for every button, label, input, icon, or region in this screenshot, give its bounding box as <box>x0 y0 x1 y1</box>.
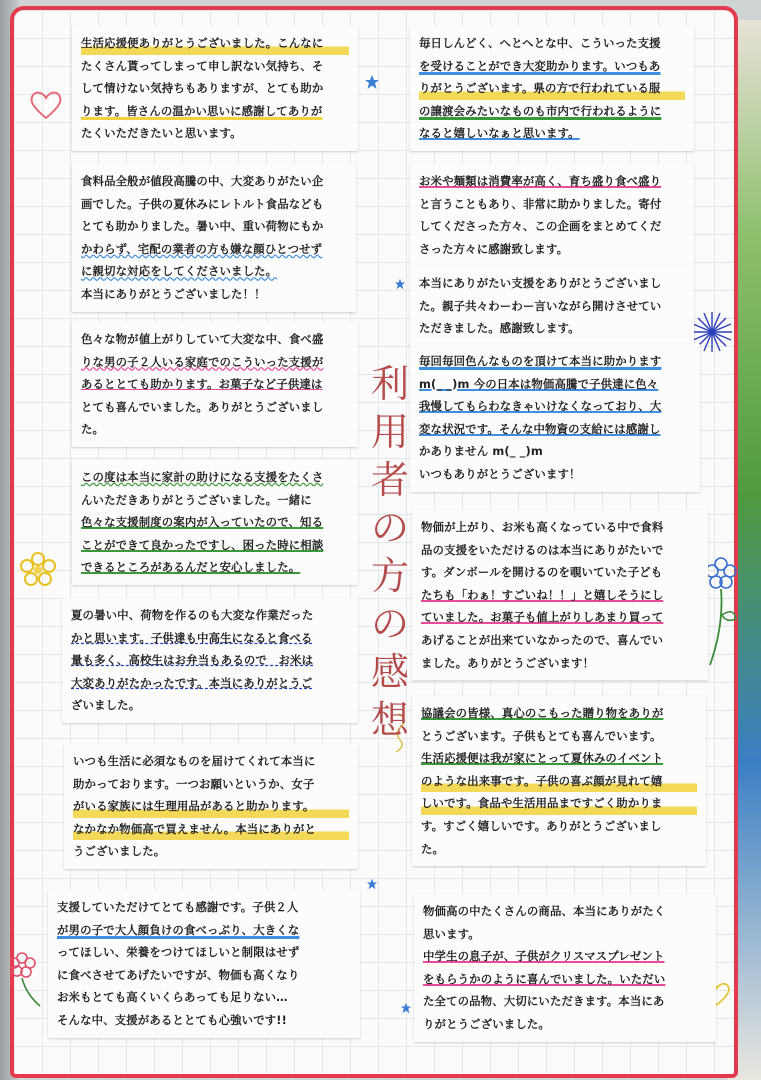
comment-line: とても助かりました。暑い中、重い荷物にもか <box>81 219 324 234</box>
comment-line: ってほしい、栄養をつけてほしいと制限はせず <box>57 945 300 960</box>
comment-line: して情けない気持ちもありますが、とても助か <box>81 81 324 96</box>
comment-line: しいです。食品や生活用品まですごく助かりま <box>421 792 697 815</box>
comment-line: 物価が上がり、お米も高くなっている中で食料 <box>421 520 664 534</box>
comment-line: す。すごく嬉しいです。ありがとうございまし <box>421 818 662 833</box>
comment-line: ました。ありがとうございます！ <box>421 655 595 670</box>
comment-line: んいただきありがとうございました。一緒に <box>81 492 312 507</box>
comment-card <box>412 510 708 680</box>
comment-line: 生活応援便は我が家にとって夏休みのイベント <box>421 751 664 766</box>
comment-line: かわらず、宅配の業者の方も嫌な顔ひとつせず <box>81 241 323 256</box>
comment-card <box>72 164 356 312</box>
poster-title <box>370 360 410 744</box>
comment-line: お米や麺類は消費率が高く、育ち盛り食べ盛り <box>419 174 662 188</box>
title-char: 方 <box>370 554 409 598</box>
comment-line: ていました。お菓子も値上がりしあまり買って <box>421 610 664 625</box>
comment-line: 変な状況です。そんな中物資の支給には感謝し <box>419 421 661 436</box>
comment-line: を受けることができ大変助かります。いつもあ <box>419 58 661 73</box>
comment-line: 支援していただけてとても感謝です。子供２人 <box>57 900 299 914</box>
comment-card <box>410 26 694 151</box>
title-char: 利 <box>370 362 409 406</box>
comment-line: とても喜んでいました。ありがとうございまし <box>81 399 324 414</box>
comment-line: 協議会の皆様、真心のこもった贈り物をありが <box>421 706 664 720</box>
comment-line: りがとうございました。 <box>423 1016 550 1031</box>
comment-line: m(_ _)m 今の日本は物価高騰で子供達に色々 <box>419 376 659 391</box>
comment-line: 毎回毎回色んなものを頂けて本当に助かります <box>419 354 662 368</box>
comment-line: りな男の子２人いる家庭でのこういった支援が <box>81 354 324 369</box>
comment-line: たくいただきたいと思います。 <box>81 126 242 141</box>
title-char: の <box>370 506 409 550</box>
poster-board <box>10 6 738 1078</box>
comment-line: とうございます。子供もとても喜んでいます。 <box>421 728 662 743</box>
blue-flower-doodle-icon <box>704 555 738 675</box>
heart-doodle-icon <box>28 88 64 122</box>
comment-line: さった方々に感謝致します。 <box>419 241 569 256</box>
comment-line: がいる家族には生理用品があると助かります。 <box>73 795 349 818</box>
comment-line: たくさん貰ってしまって申し訳ない気持ち、そ <box>81 58 324 73</box>
comment-line: この度は本当に家計の助けになる支援をたくさ <box>81 470 324 484</box>
star-doodle-icon <box>394 278 406 290</box>
comment-card <box>414 894 716 1042</box>
comment-line: あげることが出来ていなかったので、喜んでい <box>421 632 664 647</box>
comment-line: が男の子で大人顔負けの食べっぷり、大きくな <box>57 922 300 937</box>
comment-line: 夏の暑い中、荷物を作るのも大変な作業だった <box>71 608 314 622</box>
comment-line: 色々な物が値上がりしていて大変な中、食べ盛 <box>81 332 324 346</box>
star-doodle-icon <box>364 74 380 90</box>
title-char: 想 <box>370 698 409 742</box>
comment-line: 生活応援便ありがとうございました。こんなに <box>81 32 349 55</box>
star-doodle-icon <box>400 1002 412 1014</box>
comment-line: そんな中、支援があるととても心強いです!! <box>57 1012 287 1027</box>
comment-line: りがとうございます。県の方で行われている服 <box>419 77 685 100</box>
comment-line: ただきました。感謝致します。 <box>419 321 580 336</box>
red-flower-doodle-icon <box>10 950 50 1010</box>
comment-line: をもらうかのように喜んでいました。いただい <box>423 971 666 986</box>
comment-card <box>72 26 358 151</box>
comment-line: してくださった方々、この企画をまとめてくだ <box>419 219 662 234</box>
comment-line: なかなか物価高で買えません。本当にありがと <box>73 818 349 841</box>
comment-line: 量も多く、高校生はお弁当もあるので お米は <box>71 653 314 668</box>
comment-line: なると嬉しいなぁと思います。 <box>419 126 580 141</box>
comment-card <box>64 744 358 869</box>
comment-line: お米もとても高くいくらあっても足りない… <box>57 990 288 1005</box>
comment-line: 色々な支援制度の案内が入っていたので、知る <box>81 515 324 530</box>
comment-line: たちも「わぁ！すごいね！！」と嬉しそうにし <box>421 587 664 602</box>
comment-line: かと思います。子供達も中高生になると食べる <box>71 630 313 645</box>
title-char: の <box>370 602 409 646</box>
comment-line: た。親子共々わーわー言いながら開けさせてい <box>419 298 662 313</box>
comment-card <box>72 322 358 447</box>
comment-card <box>62 598 358 723</box>
comment-card <box>410 344 700 492</box>
comment-line: 思います。 <box>423 926 480 941</box>
comment-line: 毎日しんどく、へとへとな中、こういった支援 <box>419 36 661 50</box>
comment-line: と言うこともあり、非常に助かりました。寄付 <box>419 196 662 211</box>
comment-line: いつも生活に必須なものを届けてくれて本当に <box>73 754 316 768</box>
comment-line: す。ダンボールを開けるのを覗いていた子ども <box>421 565 663 580</box>
comment-line: のような出来事です。子供の喜ぶ顔が見れて嬉 <box>421 770 697 793</box>
comment-line: ります。皆さんの温かい思いに感謝してありが <box>81 103 323 118</box>
comment-line: 本当にありがとうございました！！ <box>81 286 266 301</box>
title-char: 感 <box>370 650 409 694</box>
title-char: 用 <box>370 410 409 454</box>
comment-line: ざいました。 <box>71 698 141 713</box>
comment-line: かありません m(_ _)m <box>419 444 543 459</box>
comment-card <box>412 696 706 866</box>
comment-line: できるところがあるんだと安心しました。 <box>81 560 301 575</box>
comment-line: 品の支援をいただけるのは本当にありがたいで <box>421 542 664 557</box>
comment-card <box>72 460 358 585</box>
comment-line: 助かっております。一つお願いというか、女子 <box>73 776 315 791</box>
yellow-flower-doodle-icon <box>18 550 58 590</box>
title-char: 者 <box>370 458 409 502</box>
comment-line: 大変ありがたかったです。本当にありがとうご <box>71 675 313 690</box>
comment-line: た。 <box>81 422 105 437</box>
comment-line: に食べさせてあげたいですが、物価も高くなり <box>57 967 300 982</box>
comment-line: 物価高の中たくさんの商品、本当にありがたく <box>423 904 666 918</box>
comment-line: に親切な対応をしてくださいました。 <box>81 264 278 279</box>
comment-line: の譲渡会みたいなものも市内で行われるように <box>419 103 662 118</box>
comment-line: 食料品全般が値段高騰の中、大変ありがたい企 <box>81 174 324 188</box>
comment-line: うございました。 <box>73 844 166 859</box>
comment-line: いつもありがとうございます！ <box>419 466 581 481</box>
comment-line: た全ての品物、大切にいただきます。本当にあ <box>423 994 665 1009</box>
star-doodle-icon <box>366 878 378 890</box>
comment-card <box>410 266 694 346</box>
comment-line: 画でした。子供の夏休みにレトルト食品なども <box>81 196 324 211</box>
comment-line: ことができて良かったですし、困った時に相談 <box>81 537 324 552</box>
comment-line: 我慢してもらわなきゃいけなくなっており、大 <box>419 399 662 414</box>
comment-line: 中学生の息子が、子供がクリスマスプレゼント <box>423 949 665 964</box>
comment-card <box>410 164 694 266</box>
comment-line: た。 <box>421 841 445 856</box>
comment-line: 本当にありがたい支援をありがとうございまし <box>419 276 662 290</box>
comment-line: あるととても助かります。お菓子など子供達は <box>81 377 323 392</box>
comment-card <box>48 890 360 1038</box>
